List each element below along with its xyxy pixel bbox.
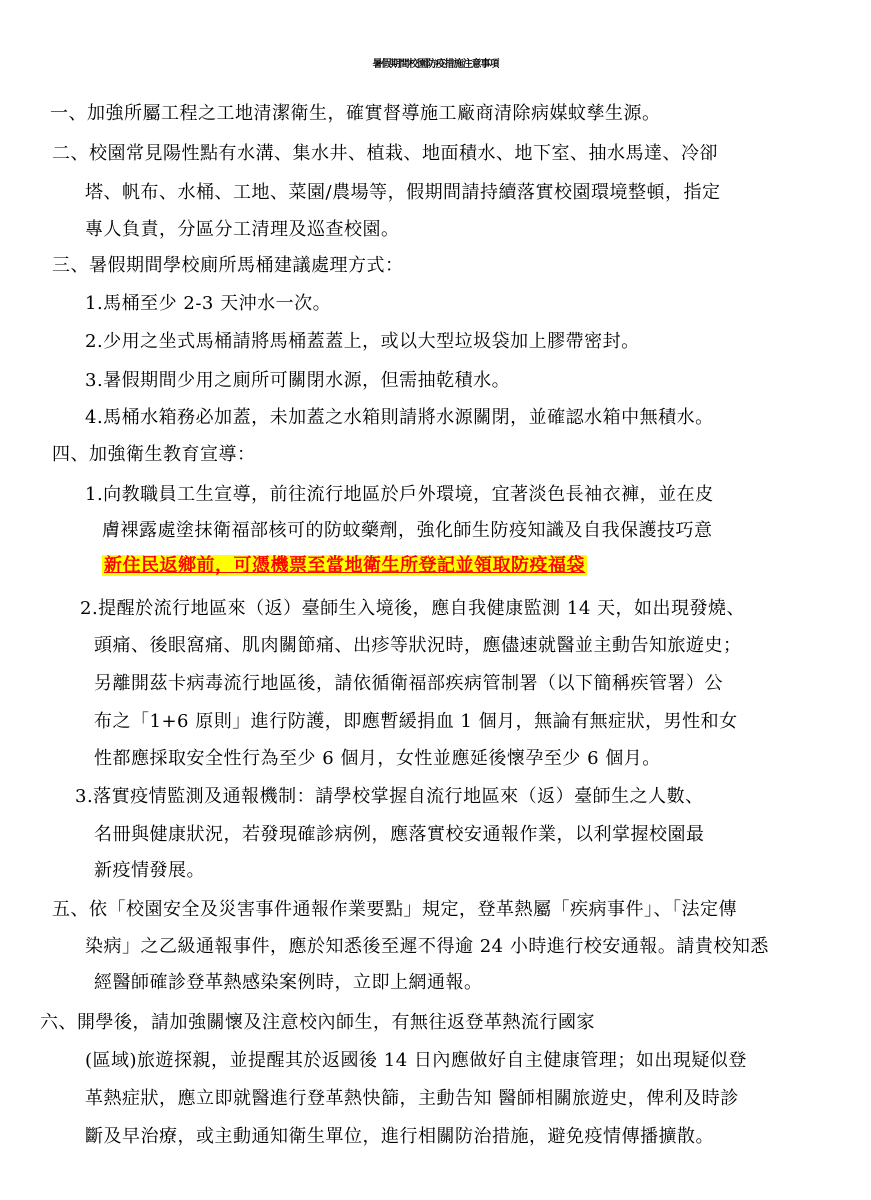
section-3-item-4: 4.馬桶水箱務必加蓋，未加蓋之水箱則請將水源關閉，並確認水箱中無積水。 [85,407,714,428]
document-title: 暑假期間校園防疫措施注意事項 [372,59,499,70]
section-4-item-3-line-2: 名冊與健康狀況，若發現確診病例，應落實校安通報作業，以利掌握校園最 [94,824,705,845]
section-6-line-4: 斷及早治療，或主動通知衛生單位，進行相關防治措施，避免疫情傳播擴散。 [85,1126,714,1147]
section-2-line-2: 塔、帆布、水桶、工地、菜園/農場等，假期間請持續落實校園環境整頓，指定 [85,182,721,203]
section-3-item-2: 2.少用之坐式馬桶請將馬桶蓋蓋上，或以大型垃圾袋加上膠帶密封。 [85,331,640,352]
section-4-item-1-line-2: 膚裸露處塗抹衛福部核可的防蚊藥劑，強化師生防疫知識及自我保護技巧意 [102,520,713,541]
section-3-item-1: 1.馬桶至少 2-3 天沖水一次。 [85,293,332,314]
section-2-line-3: 專人負責，分區分工清理及巡查校園。 [85,219,400,240]
section-4-item-3-line-3: 新疫情發展。 [94,860,205,881]
section-4-item-2-line-2: 頭痛、後眼窩痛、肌肉關節痛、出疹等狀況時，應儘速就醫並主動告知旅遊史； [94,635,742,656]
section-1-line-1: 一、加強所屬工程之工地清潔衛生，確實督導施工廠商清除病媒蚊孳生源。 [50,103,661,124]
section-4-item-3-line-1: 3.落實疫情監測及通報機制：請學校掌握自流行地區來（返）臺師生之人數、 [75,786,704,807]
section-3-item-3: 3.暑假期間少用之廁所可關閉水源，但需抽乾積水。 [85,370,511,391]
section-4-item-2-line-1: 2.提醒於流行地區來（返）臺師生入境後，應自我健康監測 14 天，如出現發燒、 [80,598,746,619]
highlight-mark: 新住民返鄉前，可憑機票至當地衛生所登記並領取防疫福袋 [104,555,585,576]
section-6-line-3: 革熱症狀，應立即就醫進行登革熱快篩，主動告知 醫師相關旅遊史，俾利及時診 [85,1088,739,1109]
section-4-item-1-line-1: 1.向教職員工生宣導，前往流行地區於戶外環境，宜著淡色長袖衣褲，並在皮 [85,484,714,505]
section-6-line-1: 六、開學後，請加強關懷及注意校內師生，有無往返登革熱流行國家 [40,1012,595,1033]
section-4-item-2-line-4: 布之「1+6 原則」進行防護，即應暫緩捐血 1 個月，無論有無症狀，男性和女 [94,711,738,732]
section-6-line-2: (區域)旅遊探親，並提醒其於返國後 14 日內應做好自主健康管理；如出現疑似登 [85,1050,747,1071]
section-5-line-2: 染病」之乙級通報事件，應於知悉後至遲不得逾 24 小時進行校安通報。請貴校知悉 [85,936,769,957]
section-4-item-2-line-3: 另離開茲卡病毒流行地區後，請依循衛福部疾病管制署（以下簡稱疾管署）公 [94,673,723,694]
section-4-heading: 四、加強衛生教育宣導： [52,444,256,465]
section-4-item-2-line-5: 性都應採取安全性行為至少 6 個月，女性並應延後懷孕至少 6 個月。 [94,748,661,769]
section-3-heading: 三、暑假期間學校廁所馬桶建議處理方式： [52,255,404,276]
highlighted-notice [102,553,587,579]
section-5-line-3: 經醫師確診登革熱感染案例時，立即上網通報。 [94,972,483,993]
section-5-line-1: 五、依「校園安全及災害事件通報作業要點」規定，登革熱屬「疾病事件」、「法定傳 [52,899,737,920]
section-2-line-1: 二、校園常見陽性點有水溝、集水井、植栽、地面積水、地下室、抽水馬達、冷卻 [52,143,718,164]
